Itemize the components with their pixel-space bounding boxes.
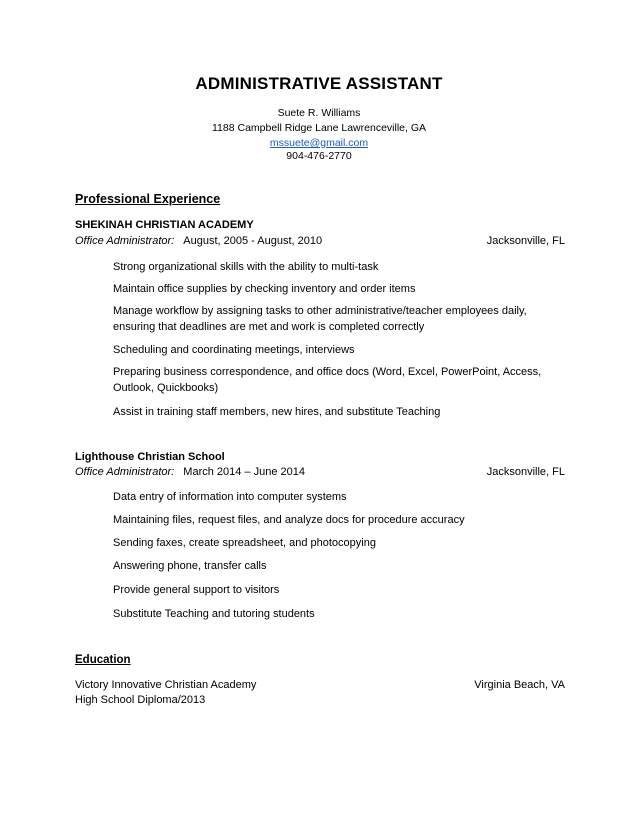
resume-title: ADMINISTRATIVE ASSISTANT xyxy=(195,74,443,93)
duty-item: Manage workflow by assigning tasks to other administrative/teacher employees daily, ensuring that deadlines are met and work is completed correctly xyxy=(113,305,527,333)
degree: High School Diploma/2013 xyxy=(75,694,206,706)
duty-item: Data entry of information into computer systems xyxy=(113,491,347,503)
employer-name: SHEKINAH CHRISTIAN ACADEMY xyxy=(75,219,254,231)
school-location: Virginia Beach, VA xyxy=(474,679,565,691)
duty-item: Answering phone, transfer calls xyxy=(113,560,267,572)
applicant-address: 1188 Campbell Ridge Lane Lawrenceville, GA xyxy=(211,122,426,134)
applicant-name: Suete R. Williams xyxy=(277,107,361,119)
job-location: Jacksonville, FL xyxy=(486,466,565,478)
job-line xyxy=(75,466,565,478)
duty-item: Strong organizational skills with the ability to multi-task xyxy=(113,261,379,273)
duty-item: Scheduling and coordinating meetings, interviews xyxy=(113,344,355,356)
applicant-phone: 904-476-2770 xyxy=(286,150,352,162)
experience-heading: Professional Experience xyxy=(75,192,221,206)
duty-item: Maintain office supplies by checking inventory and order items xyxy=(113,283,416,295)
duty-item: Maintaining files, request files, and analyze docs for procedure accuracy xyxy=(113,514,465,526)
education-heading: Education xyxy=(75,654,131,666)
email-link[interactable]: mssuete@gmail.com xyxy=(269,137,369,149)
job-line xyxy=(75,235,565,247)
job-role: Office Administrator: xyxy=(75,466,175,478)
school-name: Victory Innovative Christian Academy xyxy=(75,679,257,691)
job-location: Jacksonville, FL xyxy=(486,235,565,247)
duty-item: Provide general support to visitors xyxy=(113,584,280,596)
education-line xyxy=(75,679,565,691)
employer-name: Lighthouse Christian School xyxy=(75,451,225,463)
job-dates: August, 2005 - August, 2010 xyxy=(183,235,323,247)
duty-item: Substitute Teaching and tutoring students xyxy=(113,608,315,620)
duty-item: Preparing business correspondence, and office docs (Word, Excel, PowerPoint, Access, Outlook, Quickbooks) xyxy=(113,366,542,394)
job-role: Office Administrator: xyxy=(75,235,175,247)
duty-item: Assist in training staff members, new hires, and substitute Teaching xyxy=(113,406,441,418)
duty-item: Sending faxes, create spreadsheet, and photocopying xyxy=(113,537,376,549)
job-dates: March 2014 – June 2014 xyxy=(183,466,305,478)
